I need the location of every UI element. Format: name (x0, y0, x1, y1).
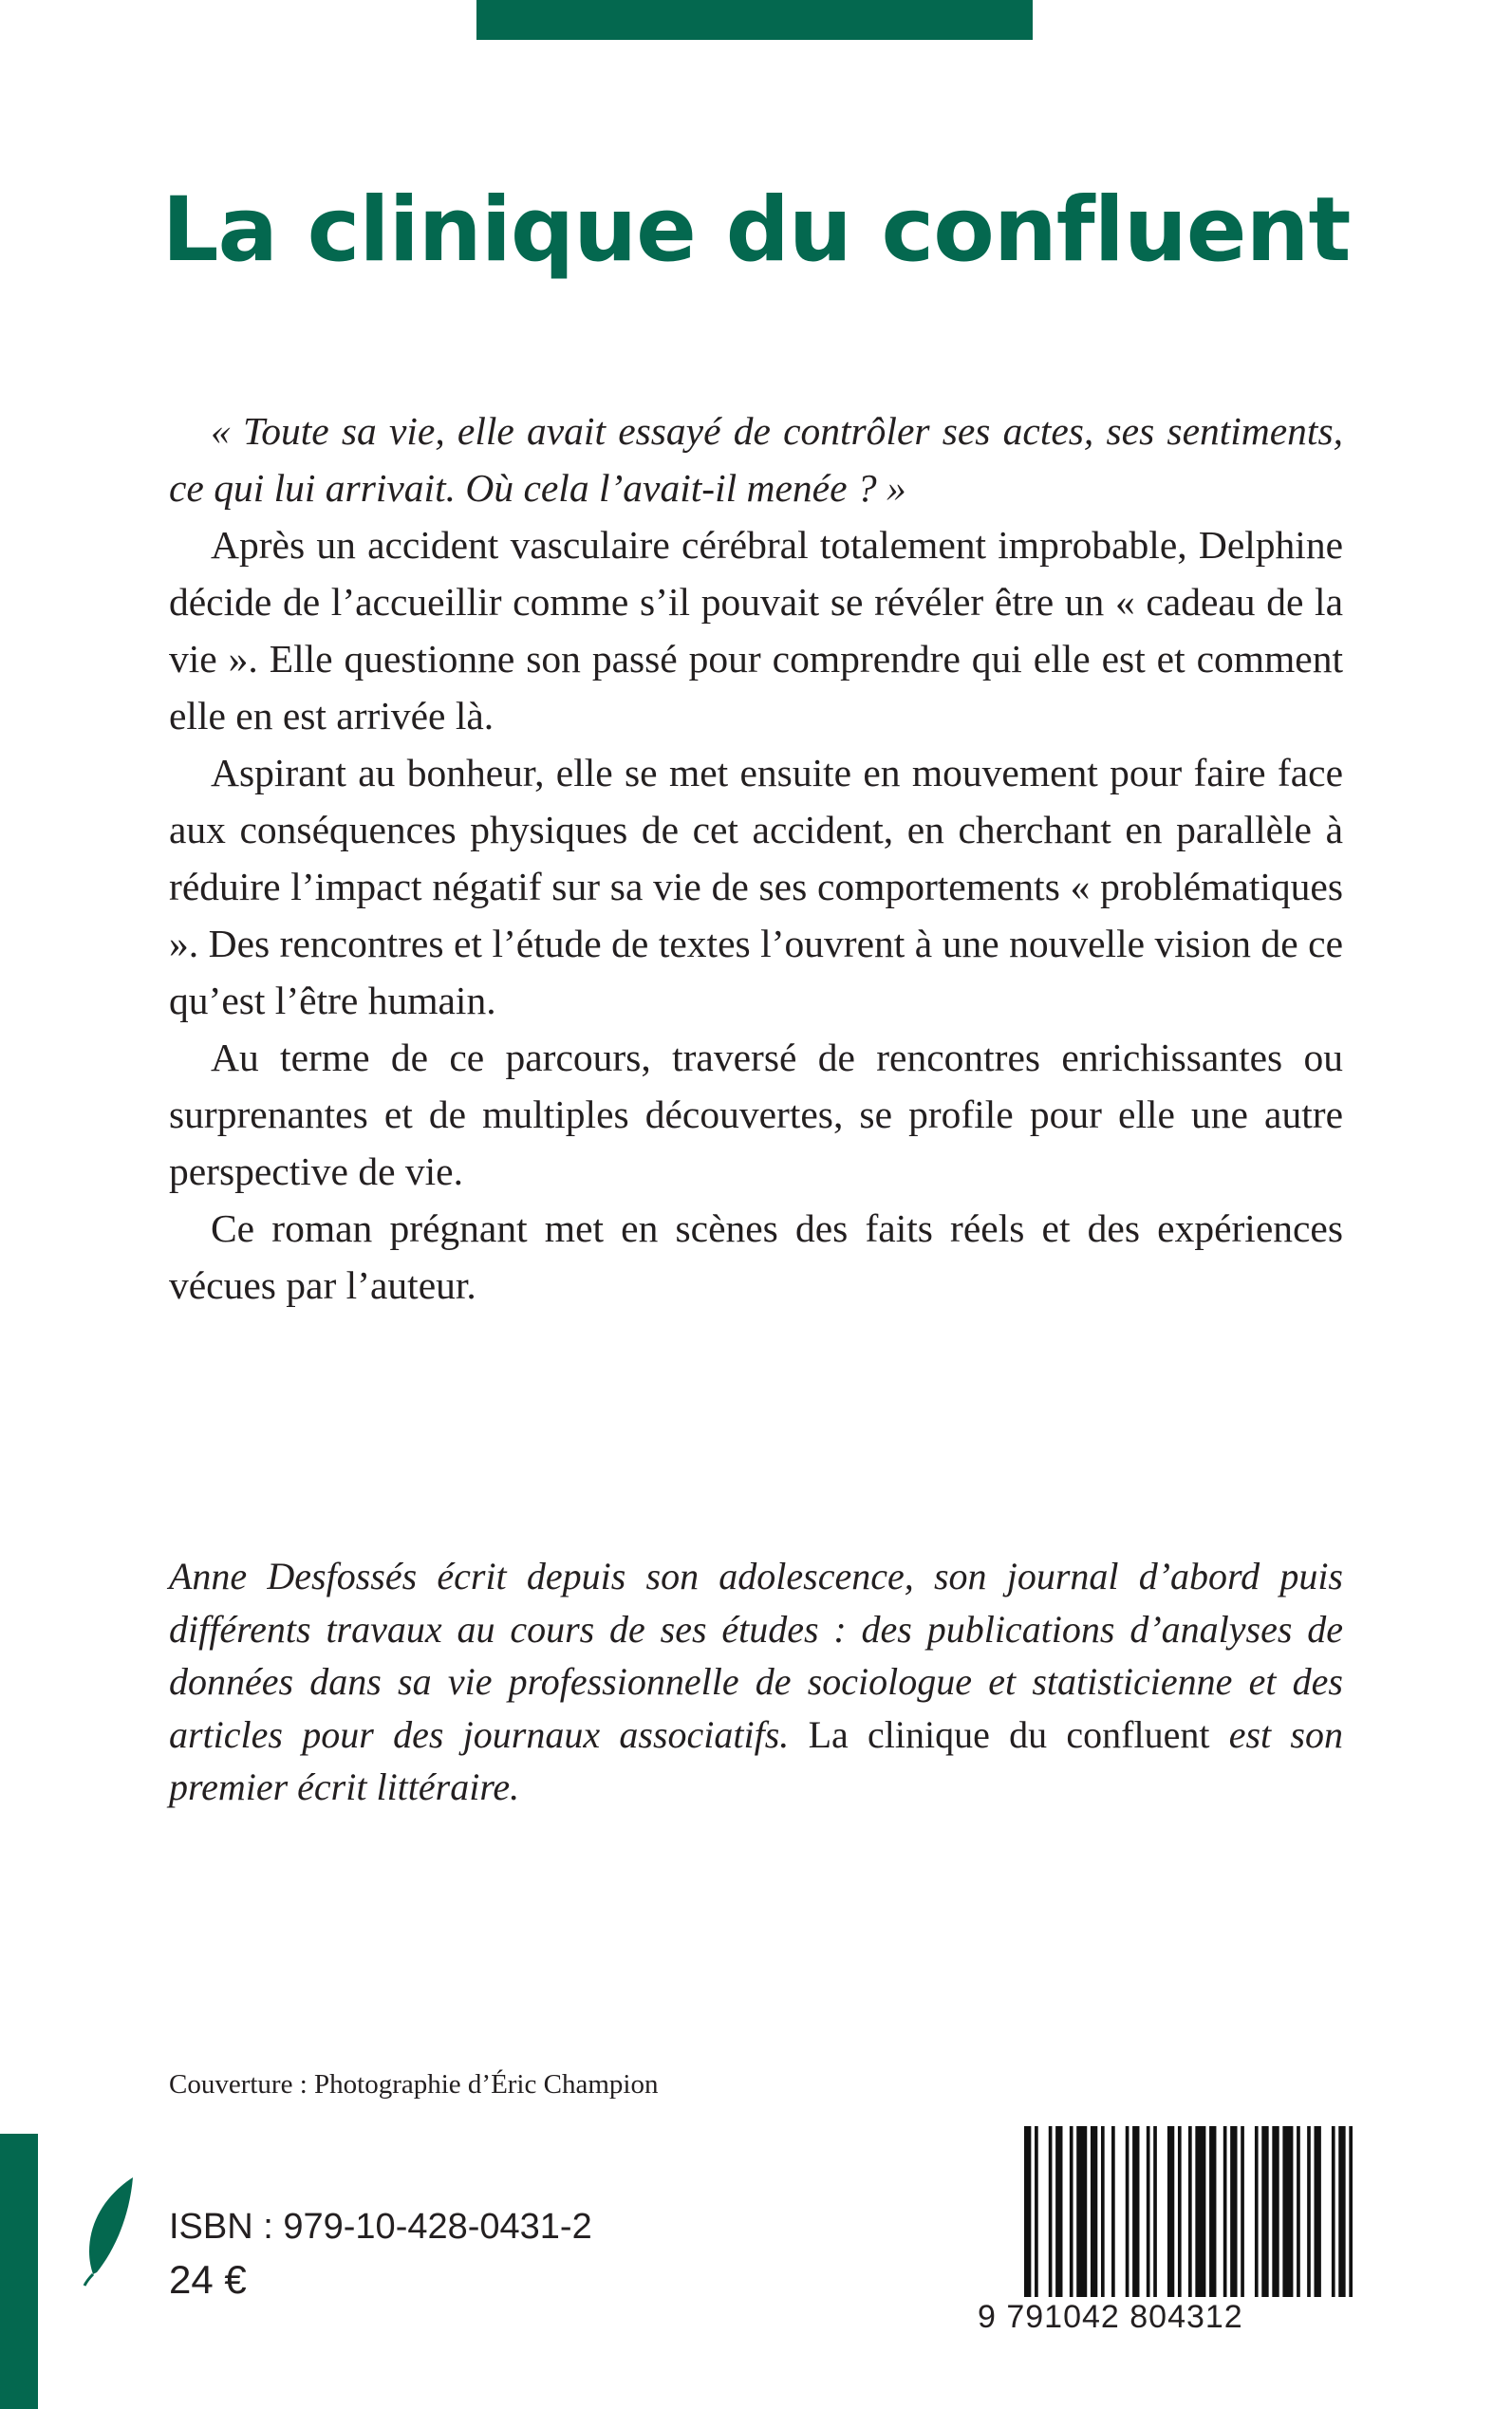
barcode-bar (1315, 2126, 1321, 2297)
barcode-bar (1307, 2126, 1311, 2297)
barcode-bar (1035, 2126, 1038, 2297)
barcode-bar (1132, 2126, 1139, 2297)
barcode-bar (1195, 2126, 1205, 2297)
barcode-bar (1297, 2126, 1300, 2297)
barcode-bar (1332, 2126, 1335, 2297)
isbn-label: ISBN : 979-10-428-0431-2 (169, 2207, 592, 2247)
barcode-bar (1261, 2126, 1268, 2297)
barcode (978, 2126, 1353, 2354)
barcode-bar (1178, 2126, 1182, 2297)
barcode-bar (1111, 2126, 1115, 2297)
barcode-bar (1209, 2126, 1216, 2297)
barcode-icon (1024, 2126, 1353, 2297)
barcode-bar (1255, 2126, 1259, 2297)
price-label: 24 € (169, 2257, 247, 2302)
author-bio-book-title: La clinique du confluent (789, 1712, 1229, 1756)
author-bio-end: est son premier écrit littéraire. (169, 1712, 1344, 1808)
barcode-bar (1282, 2126, 1293, 2297)
blurb-paragraph: Aspirant au bonheur, elle se met ensuite en mouvement pour faire face aux conséquences physiques de cet accident, en cherchant en parallèle à réduire l’impact négatif sur sa vie de ses comportements « problématiques ». Des rencontres et l’étude de textes l’ouvrent à une nouvelle vision de ce qu’est l’être humain. (169, 751, 1343, 1022)
side-accent-bar (0, 2134, 38, 2409)
barcode-bar (1055, 2126, 1062, 2297)
barcode-bar (1223, 2126, 1227, 2297)
author-bio (169, 1550, 1343, 1814)
barcode-bar (1349, 2126, 1353, 2297)
author-bio-start: Anne Desfossés écrit depuis son adolescence, son journal d’abord puis différents travaux au cours de ses études : des publications d’analyses de données dans sa vie professionnelle de sociologue et statisticienne et des articles pour des journaux associatifs. (169, 1555, 1343, 1756)
barcode-bar (1049, 2126, 1053, 2297)
barcode-bar (1091, 2126, 1097, 2297)
barcode-bar (1126, 2126, 1129, 2297)
book-title: La clinique du confluent (161, 178, 1351, 282)
blurb-quote: « Toute sa vie, elle avait essayé de contrôler ses actes, ses sentiments, ce qui lui arrivait. Où cela l’avait-il menée ? » (169, 409, 1343, 510)
barcode-bar (1272, 2126, 1279, 2297)
barcode-bar (1338, 2126, 1345, 2297)
top-accent-bar (476, 0, 1033, 40)
barcode-bar (1101, 2126, 1105, 2297)
barcode-bar (1241, 2126, 1244, 2297)
barcode-bar (1024, 2126, 1031, 2297)
barcode-bar (1147, 2126, 1150, 2297)
barcode-bar (1076, 2126, 1087, 2297)
blurb-paragraph: Après un accident vasculaire cérébral totalement improbable, Delphine décide de l’accueillir comme s’il pouvait se révéler être un « cadeau de la vie ». Elle questionne son passé pour comprendre qui elle est et comment elle en est arrivée là. (169, 523, 1343, 738)
barcode-bar (1070, 2126, 1073, 2297)
barcode-bar (1153, 2126, 1157, 2297)
feather-icon (78, 2174, 144, 2288)
barcode-bar (1167, 2126, 1174, 2297)
blurb-paragraph: Au terme de ce parcours, traversé de rencontres enrichissantes ou surprenantes et de multiples découvertes, se profile pour elle une autre perspective de vie. (169, 1036, 1343, 1193)
barcode-bar (1188, 2126, 1192, 2297)
barcode-digits: 9 791042 804312 (978, 2299, 1243, 2335)
back-cover-blurb (169, 402, 1343, 1314)
cover-credit: Couverture : Photographie d’Éric Champion (169, 2069, 659, 2100)
barcode-bar (1230, 2126, 1237, 2297)
blurb-paragraph: Ce roman prégnant met en scènes des faits réels et des expériences vécues par l’auteur. (169, 1206, 1343, 1307)
